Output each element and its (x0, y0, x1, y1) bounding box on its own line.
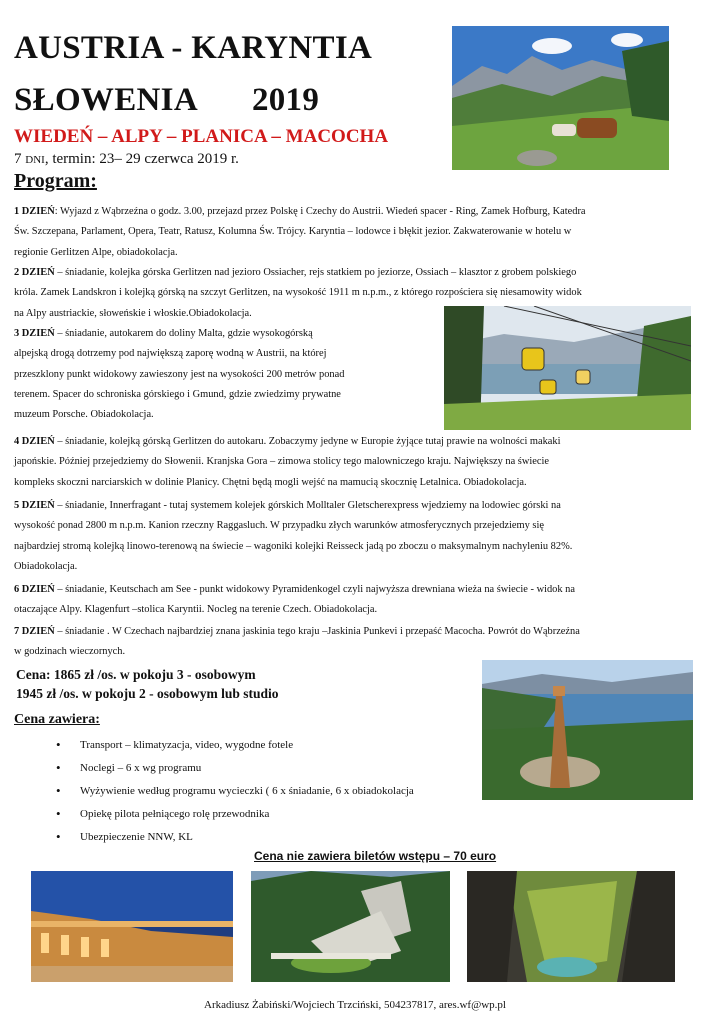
includes-item: • Opiekę pilota pełniącego rolę przewodnika (56, 804, 414, 827)
day-text-line: w godzinach wieczornych. (14, 646, 126, 658)
day-text-line: Obiadokolacja. (14, 560, 78, 572)
day-text-line: króla. Zamek Landskron i kolejką górską na szczyt Gerlitzen, na wysokość 1911 m n.p.m., z którego rozpościera się niesamowity widok (14, 287, 582, 299)
day-label: 5 DZIEŃ (14, 500, 55, 511)
term-days-number: 7 (14, 151, 22, 167)
day-label: 7 DZIEŃ (14, 626, 55, 637)
includes-item: • Wyżywienie według programu wycieczki ( 6 x śniadanie, 6 x obiadokolacja (56, 781, 414, 804)
day-text-line: otaczające Alpy. Klagenfurt –stolica Karyntii. Nocleg na terenie Czech. Obiadokolacja. (14, 604, 378, 616)
vienna-hofburg-photo (31, 871, 233, 982)
trip-term (14, 151, 239, 168)
day-4-description (14, 432, 704, 493)
planica-ski-jumps-photo (251, 871, 450, 982)
day-text-line: : Wyjazd z Wąbrzeźna o godz. 3.00, przejazd przez Polskę i Czechy do Austrii. Wiedeń spacer - Ring, Zamek Hofburg, Katedra (54, 206, 586, 217)
day-label: 3 DZIEŃ (14, 328, 55, 339)
day-text-line: najbardziej stromą kolejką linowo-terenową na świecie – wagoniki kolejki Reisseck jadą po zboczu o maksymalnym nachyleniu 82%. (14, 540, 573, 552)
includes-list (56, 735, 414, 850)
day-text-line: – śniadanie, kolejka górska Gerlitzen nad jezioro Ossiacher, rejs statkiem po jeziorze, Ossiach – klasztor z grobem polskiego (54, 267, 577, 278)
day-text-line: japońskie. Później przejedziemy do Słowenii. Kranjska Gora – zimowa stolicy tego malowniczego kraju. Największy na świecie (14, 456, 549, 468)
pyramidenkogel-tower-photo (482, 660, 693, 800)
day-text-line: – śniadanie, Keutschach am See - punkt widokowy Pyramidenkogel czyli najwyższa drewniana wieża na świecie - widok na (54, 584, 575, 595)
includes-heading: Cena zawiera: (14, 712, 100, 727)
day-text-line: muzeum Porsche. Obiadokolacja. (14, 409, 154, 421)
day-6-description (14, 580, 704, 621)
cable-car-lake-photo (444, 306, 691, 430)
day-text-line: – śniadanie . W Czechach najbardziej znana jaskinia tego kraju –Jaskinia Punkevi i przepaść Macocha. Powrót do Wąbrzeźna (54, 626, 580, 637)
day-label: 4 DZIEŃ (14, 436, 55, 447)
price-triple-room: Cena: 1865 zł /os. w pokoju 3 - osobowym (16, 667, 256, 682)
title-line-2 (14, 82, 319, 119)
footer-contact: Arkadiusz Żabiński/Wojciech Trzciński, 504237817, ares.wf@wp.pl (204, 999, 506, 1011)
day-7-description (14, 622, 704, 663)
program-heading: Program: (14, 170, 97, 192)
day-text-line: Św. Szczepana, Parlament, Opera, Teatr, Ratusz, Kolumna Św. Trójcy. Karyntia – lodowce i błękit jezior. Zakwaterowanie w hotelu w (14, 226, 572, 238)
excludes-note: Cena nie zawiera biletów wstępu – 70 euro (254, 849, 497, 863)
day-text-line: kompleks skoczni narciarskich w dolinie Planicy. Chętni będą mogli wejść na mamucią skocznię Letalnica. Obiadokolacja. (14, 476, 527, 488)
includes-item: • Noclegi – 6 x wg programu (56, 758, 414, 781)
day-label: 1 DZIEŃ (14, 206, 55, 217)
day-5-description (14, 496, 704, 577)
day-text-line: alpejską drogą dotrzemy pod największą zaporę wodną w Austrii, na której (14, 348, 327, 360)
day-label: 2 DZIEŃ (14, 267, 55, 278)
day-3-description (14, 324, 434, 425)
macocha-abyss-photo (467, 871, 675, 982)
title-country: SŁOWENIA (14, 82, 198, 118)
price-double-room: 1945 zł /os. w pokoju 2 - osobowym lub studio (16, 686, 279, 701)
day-text-line: terenem. Spacer do schroniska górskiego i Gmund, gdzie zwiedzimy prywatne (14, 388, 341, 400)
day-text-line: regionie Gerlitzen Alpe, obiadokolacja. (14, 246, 178, 258)
day-text-line: – śniadanie, kolejką górską Gerlitzen do autokaru. Zobaczymy jedyne w Europie żyjące tutaj prawie na wolności makaki (54, 436, 561, 447)
route-subtitle: WIEDEŃ – ALPY – PLANICA – MACOCHA (14, 126, 389, 147)
includes-item: • Transport – klimatyzacja, video, wygodne fotele (56, 735, 414, 758)
includes-item: • Ubezpieczenie NNW, KL (56, 827, 414, 850)
title-line-1: AUSTRIA - KARYNTIA (14, 30, 373, 66)
day-text-line: wysokość ponad 2800 m n.p.m. Kanion rzeczny Raggasluch. W przypadku złych warunków atmosferycznych przejedziemy się (14, 520, 544, 532)
day-1-description (14, 202, 704, 263)
term-dates: , termin: 23– 29 czerwca 2019 r. (44, 151, 239, 167)
day-text-line: – śniadanie, autokarem do doliny Malta, gdzie wysokogórską (54, 328, 313, 339)
day-text-line: – śniadanie, Innerfragant - tutaj systemem kolejek górskich Molltaler Gletscherexpress wjedziemy na lodowiec górski na (54, 500, 561, 511)
alpine-meadow-cows-photo (452, 26, 669, 170)
title-year: 2019 (251, 82, 320, 118)
day-label: 6 DZIEŃ (14, 584, 55, 595)
day-text-line: na Alpy austriackie, słoweńskie i włoskie.Obiadokolacja. (14, 307, 252, 319)
term-days-word: DNI (25, 154, 45, 166)
day-text-line: przeszklony punkt widokowy zawieszony jest na wysokości 200 metrów ponad (14, 368, 345, 380)
